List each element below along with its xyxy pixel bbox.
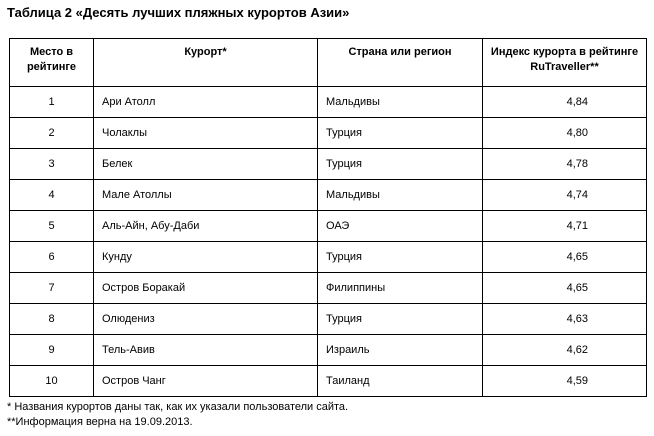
- cell-country: Таиланд: [318, 366, 483, 397]
- cell-country: Турция: [318, 149, 483, 180]
- cell-resort: Олюдениз: [94, 304, 318, 335]
- cell-country: Филиппины: [318, 273, 483, 304]
- cell-index: 4,65: [483, 242, 647, 273]
- header-country: Страна или регион: [318, 39, 483, 87]
- table-title: Таблица 2 «Десять лучших пляжных курортов Азии»: [7, 5, 350, 20]
- cell-country: Израиль: [318, 335, 483, 366]
- cell-resort: Кунду: [94, 242, 318, 273]
- cell-index: 4,78: [483, 149, 647, 180]
- table-header-row: [10, 39, 647, 87]
- footnote-info-date: **Информация верна на 19.09.2013.: [7, 416, 193, 428]
- cell-rank: 9: [10, 335, 94, 366]
- footnote-resort-names: * Названия курортов даны так, как их указали пользователи сайта.: [7, 401, 349, 413]
- cell-resort: Остров Боракай: [94, 273, 318, 304]
- cell-country: Турция: [318, 242, 483, 273]
- cell-rank: 2: [10, 118, 94, 149]
- cell-rank: 6: [10, 242, 94, 273]
- cell-resort: Белек: [94, 149, 318, 180]
- table-row: [10, 87, 647, 118]
- cell-rank: 7: [10, 273, 94, 304]
- cell-country: Турция: [318, 304, 483, 335]
- cell-resort: Чолаклы: [94, 118, 318, 149]
- cell-index: 4,74: [483, 180, 647, 211]
- table-row: [10, 304, 647, 335]
- cell-resort: Мале Атоллы: [94, 180, 318, 211]
- cell-rank: 3: [10, 149, 94, 180]
- cell-rank: 1: [10, 87, 94, 118]
- table-row: [10, 273, 647, 304]
- cell-rank: 4: [10, 180, 94, 211]
- table-row: [10, 366, 647, 397]
- cell-index: 4,63: [483, 304, 647, 335]
- table-row: [10, 149, 647, 180]
- cell-country: Мальдивы: [318, 180, 483, 211]
- resorts-table: [9, 38, 647, 397]
- cell-resort: Остров Чанг: [94, 366, 318, 397]
- table-row: [10, 118, 647, 149]
- table-row: [10, 242, 647, 273]
- cell-resort: Тель-Авив: [94, 335, 318, 366]
- cell-rank: 5: [10, 211, 94, 242]
- cell-country: Турция: [318, 118, 483, 149]
- table-row: [10, 335, 647, 366]
- header-resort: Курорт*: [94, 39, 318, 87]
- cell-country: Мальдивы: [318, 87, 483, 118]
- cell-resort: Аль-Айн, Абу-Даби: [94, 211, 318, 242]
- cell-index: 4,65: [483, 273, 647, 304]
- header-index: Индекс курорта в рейтинге RuTraveller**: [483, 39, 647, 87]
- table-row: [10, 180, 647, 211]
- cell-index: 4,62: [483, 335, 647, 366]
- cell-index: 4,80: [483, 118, 647, 149]
- header-rank: Место в рейтинге: [10, 39, 94, 87]
- cell-index: 4,59: [483, 366, 647, 397]
- cell-index: 4,84: [483, 87, 647, 118]
- cell-rank: 10: [10, 366, 94, 397]
- cell-country: ОАЭ: [318, 211, 483, 242]
- table-row: [10, 211, 647, 242]
- cell-resort: Ари Атолл: [94, 87, 318, 118]
- cell-rank: 8: [10, 304, 94, 335]
- cell-index: 4,71: [483, 211, 647, 242]
